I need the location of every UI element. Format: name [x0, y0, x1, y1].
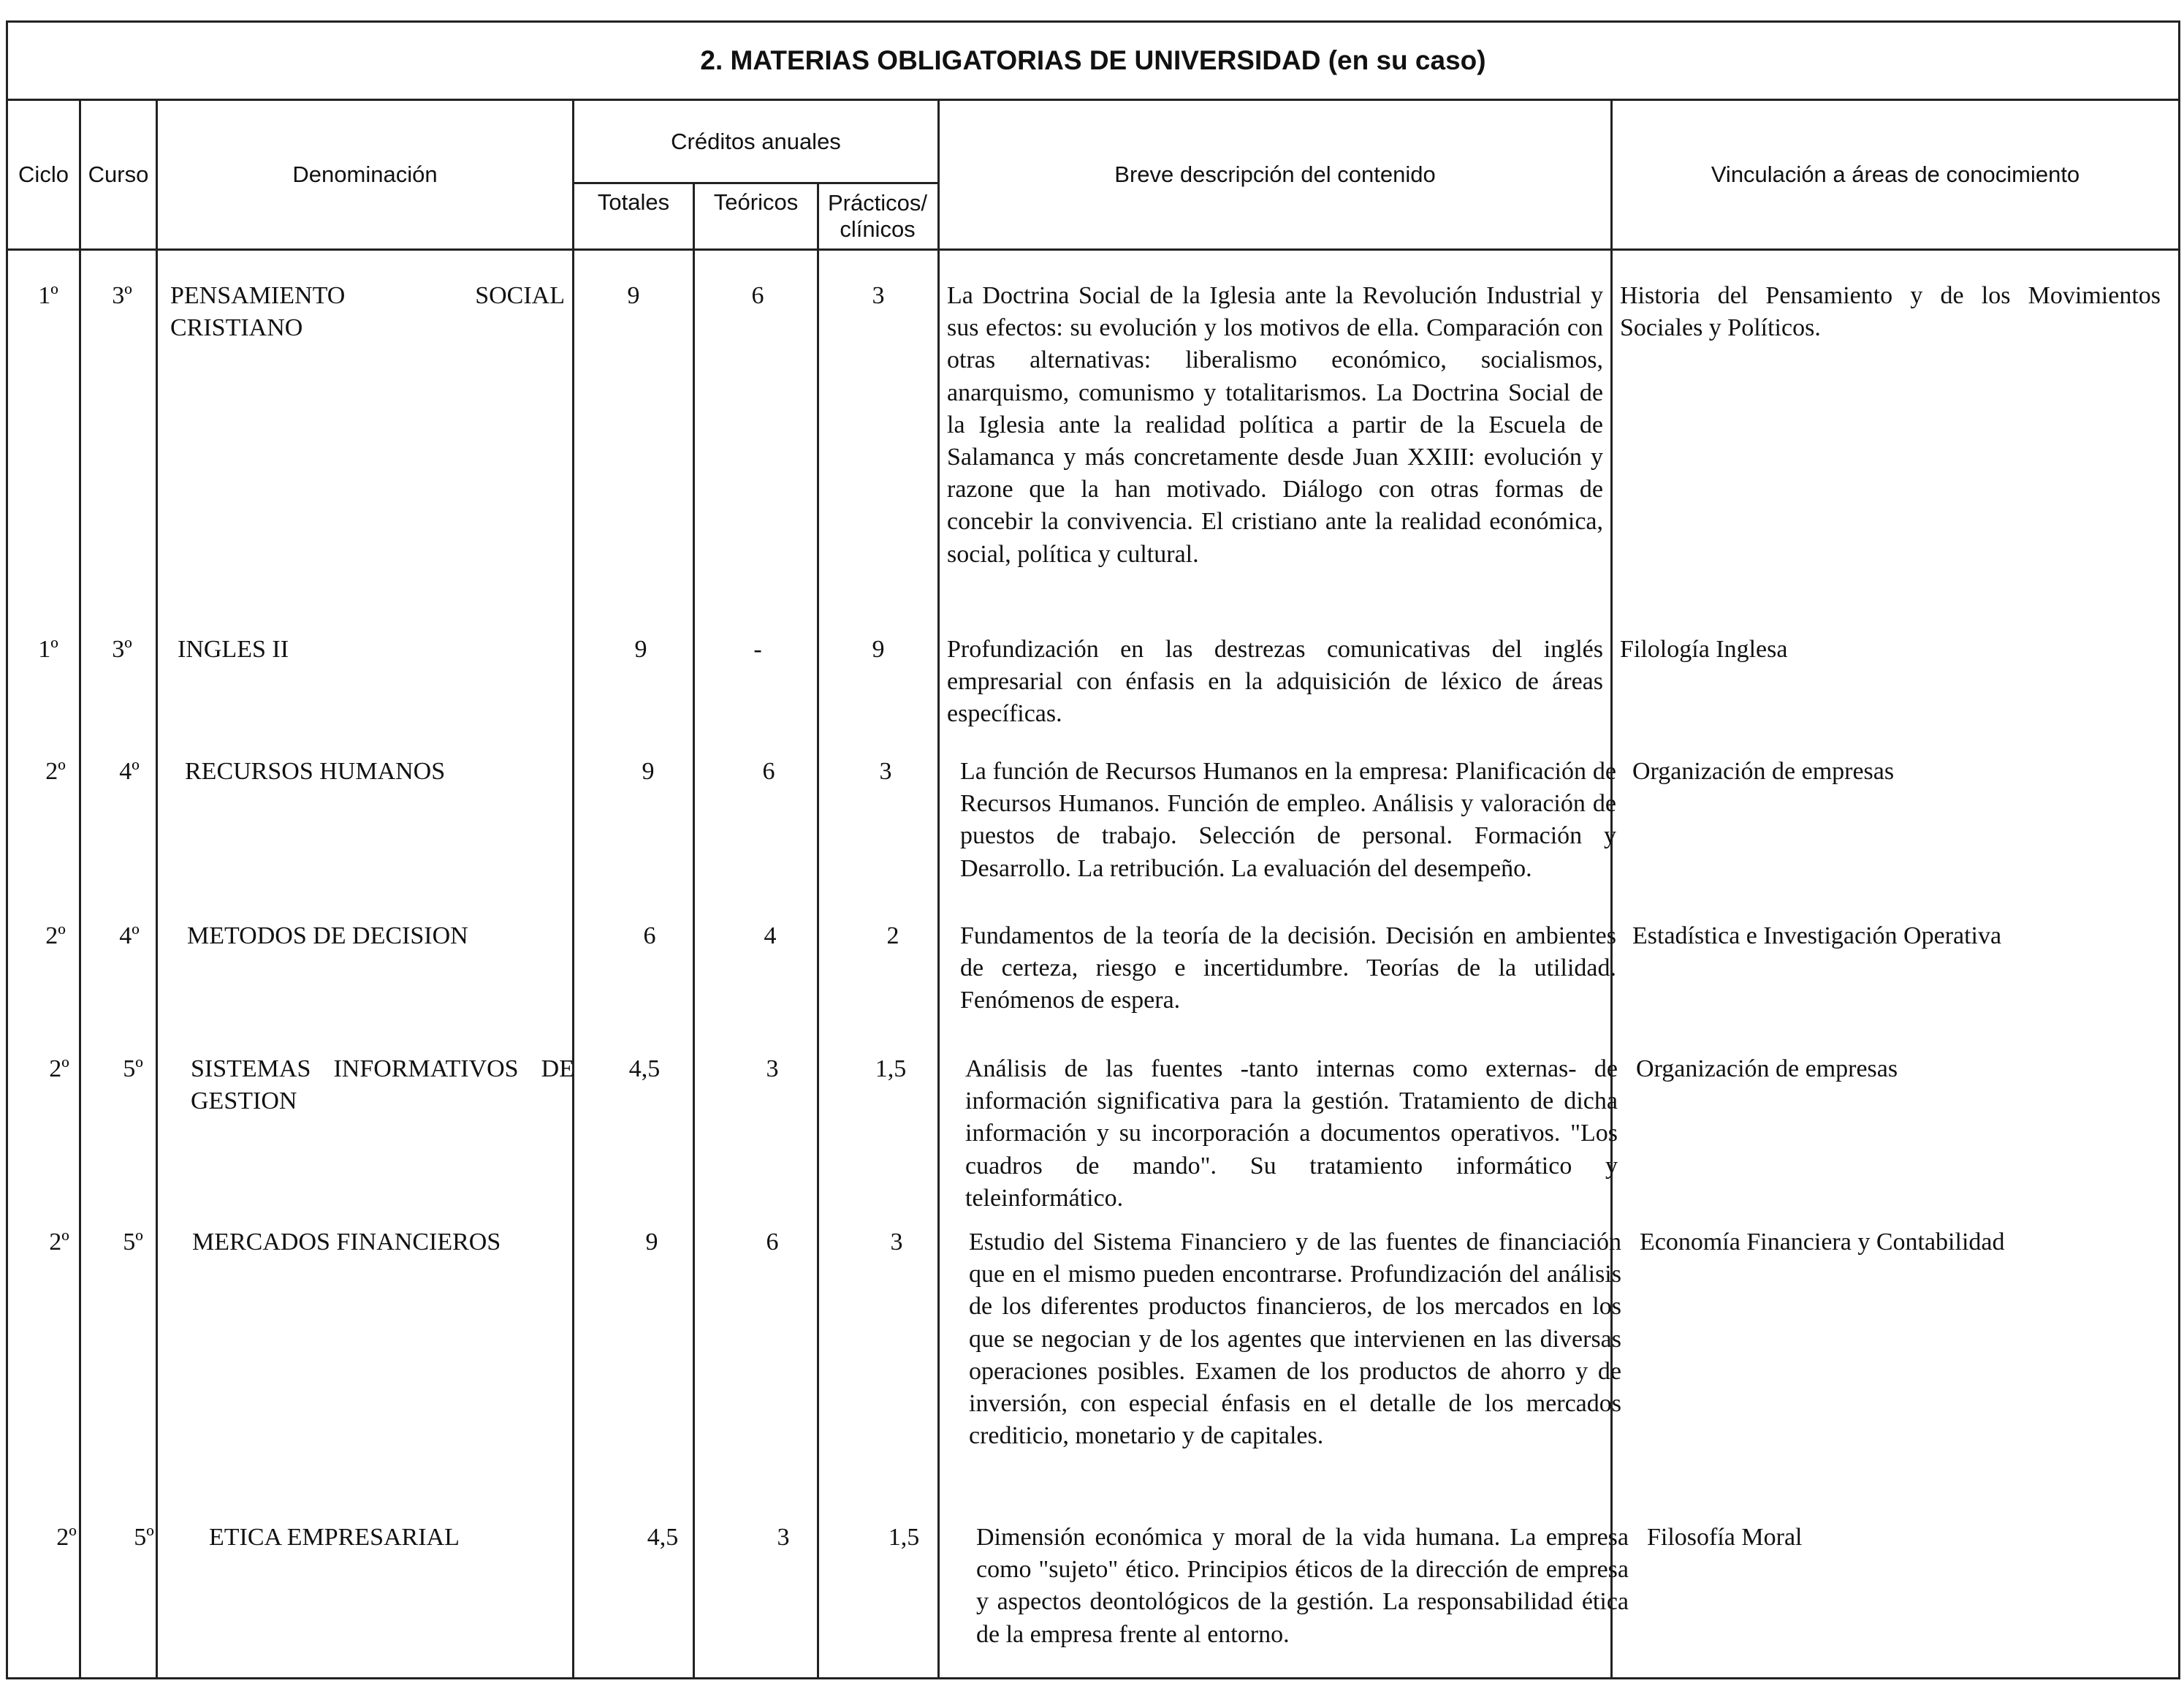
- cell-practicos: 3: [890, 1229, 903, 1256]
- cell-denominacion: METODOS DE DECISION: [187, 922, 468, 949]
- cell-vinculacion: Economía Financiera y Contabilidad: [1640, 1229, 2005, 1256]
- cell-denominacion: PENSAMIENTO SOCIAL CRISTIANO: [170, 282, 565, 342]
- cell-descripcion: Fundamentos de la teoría de la decisión. Decisión en ambientes de certeza, riesgo e incertidumbre. Teorías de la utilidad. Fenómenos de espera.: [960, 922, 1616, 1014]
- cell-descripcion: Estudio del Sistema Financiero y de las fuentes de financiación que en el mismo pueden encontrarse. Profundización del análisis de los diferentes productos financieros, de los mercados en los que se negocian y de los agentes que intervienen en las diversas operaciones posibles. Examen de los productos de ahorro y de inversión, con especial énfasis en el detalle de los mercados crediticio, monetario y de capitales.: [969, 1229, 1621, 1450]
- cell-teoricos: 6: [766, 1229, 779, 1256]
- cell-vinculacion: Filología Inglesa: [1620, 636, 1788, 663]
- cell-ciclo: 1º: [38, 636, 58, 663]
- header-practicos: Prácticos/ clínicos: [827, 190, 928, 242]
- column-divider: [79, 101, 81, 1679]
- header-creditos-anuales: Créditos anuales: [671, 128, 841, 154]
- cell-teoricos: 3: [777, 1524, 790, 1551]
- cell-descripcion: La función de Recursos Humanos en la empresa: Planificación de Recursos Humanos. Función de empleo. Análisis y valoración de puestos de trabajo. Selección de personal. Formación y Desarrollo. La retribución. La evaluación del desempeño.: [960, 758, 1616, 882]
- header-teoricos: Teóricos: [713, 189, 799, 216]
- cell-vinculacion: Estadística e Investigación Operativa: [1632, 922, 2002, 949]
- cell-denominacion: SISTEMAS INFORMATIVOS DE GESTION: [191, 1055, 574, 1115]
- cell-vinculacion: Historia del Pensamiento y de los Movimientos Sociales y Políticos.: [1620, 282, 2161, 342]
- cell-vinculacion: Organización de empresas: [1636, 1055, 1898, 1082]
- column-divider: [572, 101, 574, 1679]
- page-title: 2. MATERIAS OBLIGATORIAS DE UNIVERSIDAD (en su caso): [8, 23, 2178, 101]
- header-bottom-line: [8, 248, 2178, 251]
- header-vinculacion: Vinculación a áreas de conocimiento: [1711, 162, 2080, 188]
- cell-descripcion: Análisis de las fuentes -tanto internas como externas- de información significativa para la gestión. Tratamiento de dicha información y su incorporación a documentos operativos. "Los cuadros de mando". Su tratamiento informático y teleinformático.: [965, 1055, 1618, 1212]
- cell-curso: 4º: [119, 922, 140, 949]
- cell-descripcion: Dimensión económica y moral de la vida humana. La empresa como "sujeto" ético. Principios éticos de la dirección de empresa y aspectos deontológicos de la gestión. La responsabilidad ética de la empresa frente al entorno.: [976, 1524, 1629, 1648]
- cell-vinculacion: Filosofía Moral: [1647, 1524, 1803, 1551]
- cell-vinculacion: Organización de empresas: [1632, 758, 1895, 785]
- header-totales: Totales: [597, 189, 670, 216]
- cell-practicos: 1,5: [888, 1524, 920, 1551]
- cell-practicos: 3: [872, 282, 885, 309]
- column-divider: [156, 101, 158, 1679]
- cell-ciclo: 2º: [49, 1055, 69, 1082]
- cell-ciclo: 2º: [45, 758, 66, 785]
- cell-totales: 9: [627, 282, 640, 309]
- cell-teoricos: 6: [751, 282, 764, 309]
- header-curso: Curso: [88, 162, 149, 188]
- cell-denominacion: ETICA EMPRESARIAL: [209, 1524, 460, 1551]
- cell-curso: 3º: [112, 636, 132, 663]
- cell-ciclo: 2º: [45, 922, 66, 949]
- cell-curso: 3º: [112, 282, 132, 309]
- cell-totales: 9: [642, 758, 655, 785]
- cell-totales: 6: [643, 922, 656, 949]
- cell-descripcion: Profundización en las destrezas comunicativas del inglés empresarial con énfasis en la adquisición de léxico de áreas específicas.: [947, 636, 1603, 728]
- cell-teoricos: 3: [766, 1055, 779, 1082]
- column-divider: [937, 101, 940, 1679]
- subjects-table: [6, 20, 2180, 1679]
- cell-totales: 9: [645, 1229, 658, 1256]
- header-descripcion: Breve descripción del contenido: [1114, 162, 1436, 188]
- cell-curso: 5º: [123, 1055, 143, 1082]
- header-ciclo: Ciclo: [18, 162, 69, 188]
- cell-ciclo: 2º: [56, 1524, 77, 1551]
- cell-teoricos: 6: [762, 758, 775, 785]
- cell-ciclo: 2º: [49, 1229, 69, 1256]
- cell-curso: 5º: [123, 1229, 143, 1256]
- cell-curso: 5º: [134, 1524, 154, 1551]
- cell-teoricos: 4: [764, 922, 777, 949]
- cell-practicos: 2: [886, 922, 899, 949]
- cell-practicos: 9: [872, 636, 885, 663]
- cell-denominacion: RECURSOS HUMANOS: [185, 758, 446, 785]
- cell-curso: 4º: [119, 758, 140, 785]
- cell-denominacion: INGLES II: [178, 636, 289, 663]
- cell-descripcion: La Doctrina Social de la Iglesia ante la Revolución Industrial y sus efectos: su evolución y los motivos de ella. Comparación con otras alternativas: liberalismo económico, socialismos, anarquismo, comunismo y totalitarismos. La Doctrina Social de la Iglesia ante la realidad política a partir de la Escuela de Salamanca y más concretamente desde Juan XXIII: evolución y razone que la han motivado. Diálogo con otras formas de concebir la convivencia. El cristiano ante la realidad económica, social, política y cultural.: [947, 282, 1603, 568]
- cell-totales: 4,5: [647, 1524, 679, 1551]
- cell-totales: 4,5: [628, 1055, 661, 1082]
- cell-ciclo: 1º: [38, 282, 58, 309]
- cell-totales: 9: [634, 636, 647, 663]
- cell-practicos: 1,5: [875, 1055, 907, 1082]
- cell-denominacion: MERCADOS FINANCIEROS: [192, 1229, 501, 1256]
- cell-practicos: 3: [879, 758, 892, 785]
- cell-teoricos: -: [753, 636, 762, 663]
- header-denominacion: Denominación: [292, 162, 438, 188]
